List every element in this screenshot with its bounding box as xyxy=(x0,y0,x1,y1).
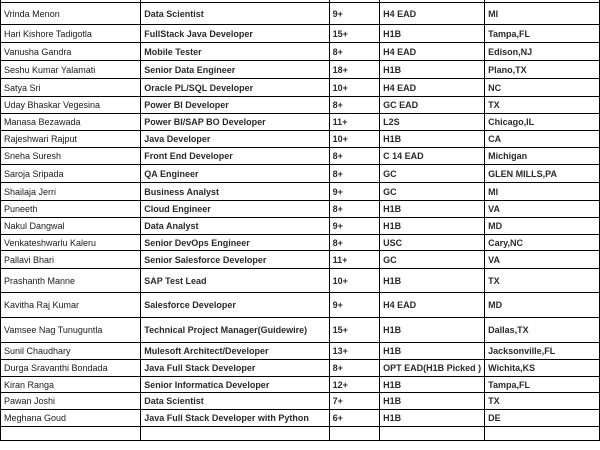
experience-cell: 11+ xyxy=(329,251,380,269)
location-cell: TX xyxy=(485,269,600,293)
candidate-name-cell: Vamsee Nag Tunuguntla xyxy=(1,318,141,343)
visa-status-cell: L2S xyxy=(380,114,485,131)
role-cell: Front End Developer xyxy=(141,148,329,165)
experience-cell: 9+ xyxy=(329,183,380,201)
location-cell: Jacksonville,FL xyxy=(485,343,600,360)
table-row xyxy=(1,148,600,165)
table-row xyxy=(1,183,600,201)
table-row xyxy=(1,97,600,114)
role-cell: Java Developer xyxy=(141,131,329,148)
role-cell: Business Analyst xyxy=(141,183,329,201)
visa-status-cell: GC EAD xyxy=(380,97,485,114)
experience-cell: 9+ xyxy=(329,293,380,318)
role-cell: SAP Test Lead xyxy=(141,269,329,293)
role-cell: Data Scientist xyxy=(141,3,329,25)
table-row xyxy=(1,114,600,131)
role-cell: Power BI/SAP BO Developer xyxy=(141,114,329,131)
experience-cell: 13+ xyxy=(329,343,380,360)
table-row xyxy=(1,318,600,343)
candidate-name-cell: Shailaja Jerri xyxy=(1,183,141,201)
role-cell: Cloud Engineer xyxy=(141,201,329,218)
location-cell: GLEN MILLS,PA xyxy=(485,165,600,183)
location-cell: DE xyxy=(485,410,600,427)
candidate-name-cell: Nakul Dangwal xyxy=(1,218,141,235)
role-cell: Senior Data Engineer xyxy=(141,61,329,79)
table-row xyxy=(1,218,600,235)
experience-cell: 15+ xyxy=(329,25,380,43)
location-cell: TX xyxy=(485,393,600,410)
table-row xyxy=(1,251,600,269)
experience-cell: 8+ xyxy=(329,201,380,218)
experience-cell: 11+ xyxy=(329,114,380,131)
location-cell: NC xyxy=(485,79,600,97)
visa-status-cell: C 14 EAD xyxy=(380,148,485,165)
experience-cell: 8+ xyxy=(329,97,380,114)
role-cell: Mulesoft Architect/Developer xyxy=(141,343,329,360)
table-row xyxy=(1,235,600,251)
table-row xyxy=(1,61,600,79)
visa-status-cell: H4 EAD xyxy=(380,79,485,97)
table-row xyxy=(1,377,600,393)
role-cell: Mobile Tester xyxy=(141,43,329,61)
visa-status-cell: OPT EAD(H1B Picked ) xyxy=(380,360,485,377)
candidate-name-cell: Prashanth Manne xyxy=(1,269,141,293)
table-row xyxy=(1,393,600,410)
location-cell: VA xyxy=(485,251,600,269)
role-cell: Senior Salesforce Developer xyxy=(141,251,329,269)
experience-cell: 15+ xyxy=(329,318,380,343)
candidate-name-cell: Kiran Ranga xyxy=(1,377,141,393)
role-cell: FullStack Java Developer xyxy=(141,25,329,43)
role-cell: Java Full Stack Developer with Python xyxy=(141,410,329,427)
location-cell: Tampa,FL xyxy=(485,377,600,393)
visa-status-cell: H1B xyxy=(380,269,485,293)
candidate-name-cell: Hari Kishore Tadigotla xyxy=(1,25,141,43)
role-cell xyxy=(141,427,329,441)
visa-status-cell: H1B xyxy=(380,410,485,427)
candidate-name-cell: Sunil Chaudhary xyxy=(1,343,141,360)
visa-status-cell: H4 EAD xyxy=(380,43,485,61)
candidate-name-cell: Rajeshwari Rajput xyxy=(1,131,141,148)
visa-status-cell: H1B xyxy=(380,393,485,410)
role-cell: Senior Informatica Developer xyxy=(141,377,329,393)
location-cell: Edison,NJ xyxy=(485,43,600,61)
location-cell: CA xyxy=(485,131,600,148)
candidate-name-cell: Pallavi Bhari xyxy=(1,251,141,269)
role-cell: Oracle PL/SQL Developer xyxy=(141,79,329,97)
table-row xyxy=(1,43,600,61)
location-cell: Michigan xyxy=(485,148,600,165)
table-row xyxy=(1,427,600,441)
candidate-name-cell: Uday Bhaskar Vegesina xyxy=(1,97,141,114)
candidate-name-cell: Venkateshwarlu Kaleru xyxy=(1,235,141,251)
visa-status-cell: H1B xyxy=(380,61,485,79)
role-cell: Technical Project Manager(Guidewire) xyxy=(141,318,329,343)
table-row xyxy=(1,3,600,25)
experience-cell: 8+ xyxy=(329,360,380,377)
location-cell xyxy=(485,427,600,441)
candidate-name-cell: Sneha Suresh xyxy=(1,148,141,165)
visa-status-cell xyxy=(380,427,485,441)
role-cell: QA Engineer xyxy=(141,165,329,183)
experience-cell: 10+ xyxy=(329,131,380,148)
experience-cell: 9+ xyxy=(329,218,380,235)
visa-status-cell: GC xyxy=(380,183,485,201)
experience-cell: 8+ xyxy=(329,165,380,183)
visa-status-cell: USC xyxy=(380,235,485,251)
experience-cell: 8+ xyxy=(329,235,380,251)
candidate-name-cell: Seshu Kumar Yalamati xyxy=(1,61,141,79)
visa-status-cell: H1B xyxy=(380,25,485,43)
candidate-name-cell: Satya Sri xyxy=(1,79,141,97)
table-row xyxy=(1,360,600,377)
experience-cell: 10+ xyxy=(329,269,380,293)
visa-status-cell: H1B xyxy=(380,131,485,148)
role-cell: Senior DevOps Engineer xyxy=(141,235,329,251)
candidate-name-cell: Puneeth xyxy=(1,201,141,218)
table-row xyxy=(1,410,600,427)
location-cell: Wichita,KS xyxy=(485,360,600,377)
experience-cell: 9+ xyxy=(329,3,380,25)
visa-status-cell: H1B xyxy=(380,201,485,218)
visa-status-cell: H1B xyxy=(380,377,485,393)
role-cell: Data Analyst xyxy=(141,218,329,235)
visa-status-cell: H1B xyxy=(380,318,485,343)
experience-cell: 10+ xyxy=(329,79,380,97)
candidate-name-cell: Vrinda Menon xyxy=(1,3,141,25)
experience-cell: 6+ xyxy=(329,410,380,427)
experience-cell: 8+ xyxy=(329,148,380,165)
location-cell: MD xyxy=(485,293,600,318)
role-cell: Data Scientist xyxy=(141,393,329,410)
location-cell: Chicago,IL xyxy=(485,114,600,131)
location-cell: TX xyxy=(485,97,600,114)
location-cell: Tampa,FL xyxy=(485,25,600,43)
table-row xyxy=(1,293,600,318)
candidate-name-cell xyxy=(1,427,141,441)
experience-cell xyxy=(329,427,380,441)
candidate-name-cell: Pawan Joshi xyxy=(1,393,141,410)
visa-status-cell: H1B xyxy=(380,343,485,360)
location-cell: MI xyxy=(485,183,600,201)
visa-status-cell: H4 EAD xyxy=(380,3,485,25)
candidate-name-cell: Meghana Goud xyxy=(1,410,141,427)
table-row xyxy=(1,79,600,97)
location-cell: MD xyxy=(485,218,600,235)
role-cell: Salesforce Developer xyxy=(141,293,329,318)
visa-status-cell: H4 EAD xyxy=(380,293,485,318)
role-cell: Java Full Stack Developer xyxy=(141,360,329,377)
candidate-name-cell: Kavitha Raj Kumar xyxy=(1,293,141,318)
table-row xyxy=(1,343,600,360)
experience-cell: 7+ xyxy=(329,393,380,410)
table-row xyxy=(1,269,600,293)
experience-cell: 12+ xyxy=(329,377,380,393)
table-row xyxy=(1,165,600,183)
role-cell: Power BI Developer xyxy=(141,97,329,114)
location-cell: Dallas,TX xyxy=(485,318,600,343)
location-cell: Cary,NC xyxy=(485,235,600,251)
candidate-table-body xyxy=(1,0,600,441)
visa-status-cell: GC xyxy=(380,251,485,269)
candidate-name-cell: Saroja Sripada xyxy=(1,165,141,183)
location-cell: MI xyxy=(485,3,600,25)
location-cell: VA xyxy=(485,201,600,218)
location-cell: Plano,TX xyxy=(485,61,600,79)
candidate-name-cell: Manasa Bezawada xyxy=(1,114,141,131)
table-row xyxy=(1,25,600,43)
experience-cell: 18+ xyxy=(329,61,380,79)
experience-cell: 8+ xyxy=(329,43,380,61)
visa-status-cell: GC xyxy=(380,165,485,183)
visa-status-cell: H1B xyxy=(380,218,485,235)
table-row xyxy=(1,131,600,148)
table-row xyxy=(1,201,600,218)
candidate-name-cell: Durga Sravanthi Bondada xyxy=(1,360,141,377)
candidate-name-cell: Vanusha Gandra xyxy=(1,43,141,61)
